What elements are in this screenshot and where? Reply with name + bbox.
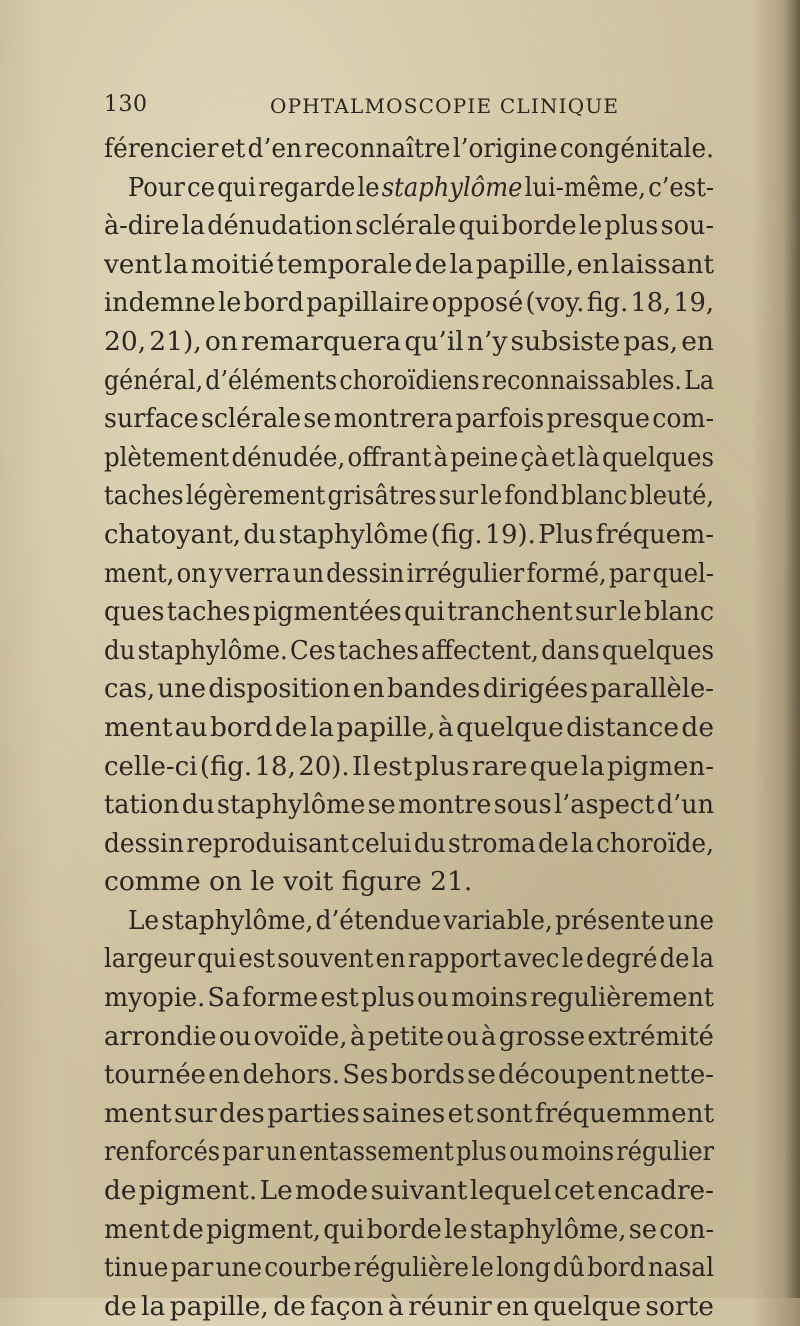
line-content: plètement dénudée, offrant à peine çà et là quelques bbox=[104, 441, 714, 473]
line-content: du staphylôme. Ces taches affectent, dans quelques bbox=[104, 634, 714, 666]
text-line bbox=[104, 284, 714, 323]
line-content: vent la moitié temporale de la papille, en laissant bbox=[104, 248, 714, 280]
text-line bbox=[104, 477, 714, 516]
line-content bbox=[128, 169, 714, 208]
line-content: arrondie ou ovoïde, à petite ou à grosse extrémité bbox=[104, 1020, 714, 1052]
line-content: celle-ci (fig. 18, 20). Il est plus rare que la pigmen- bbox=[104, 750, 714, 782]
line-content: taches légèrement grisâtres sur le fond blanc bleuté, bbox=[104, 480, 714, 512]
line-content: indemne le bord papillaire opposé (voy. fig. 18, 19, bbox=[104, 287, 714, 319]
running-head: OPHTALMOSCOPIE CLINIQUE bbox=[270, 94, 620, 118]
text-line bbox=[104, 709, 714, 748]
line-content: à-dire la dénudation sclérale qui borde le plus sou- bbox=[104, 210, 714, 242]
text-line bbox=[104, 979, 714, 1018]
text-line bbox=[104, 748, 714, 787]
line-content: largeur qui est souvent en rapport avec le degré de la bbox=[104, 943, 714, 975]
text-line bbox=[104, 593, 714, 632]
line-content: comme on le voit figure 21. bbox=[104, 866, 473, 898]
line-content: tation du staphylôme se montre sous l’aspect d’un bbox=[104, 789, 714, 821]
text-line bbox=[104, 825, 714, 864]
text-line bbox=[104, 439, 714, 478]
line-content: renforcés par un entassement plus ou moins régulier bbox=[104, 1136, 714, 1168]
line-content: ques taches pigmentées qui tranchent sur le blanc bbox=[104, 596, 714, 628]
line-content: dessin reproduisant celui du stroma de la choroïde, bbox=[104, 827, 714, 859]
text-line bbox=[104, 362, 714, 401]
line-content: de la papille, de façon à réunir en quelque sorte bbox=[104, 1290, 714, 1322]
text-line bbox=[104, 516, 714, 555]
line-content: ment de pigment, qui borde le staphylôme, se con- bbox=[104, 1213, 714, 1245]
line-content: ment au bord de la papille, à quelque distance de bbox=[104, 711, 714, 743]
line-content: ment, on y verra un dessin irrégulier formé, par quel- bbox=[104, 557, 714, 589]
text-line bbox=[104, 323, 714, 362]
text-line bbox=[104, 555, 714, 594]
text-line bbox=[104, 902, 714, 941]
text-line bbox=[104, 1172, 714, 1211]
line-content: tournée en dehors. Ses bords se découpent nette- bbox=[104, 1059, 714, 1091]
text-line bbox=[104, 1095, 714, 1134]
text-segment: Pour ce qui regarde le bbox=[128, 171, 382, 203]
line-content: chatoyant, du staphylôme (fig. 19). Plus fréquem- bbox=[104, 518, 714, 550]
text-line bbox=[104, 169, 714, 208]
text-line bbox=[104, 632, 714, 671]
line-content: ment sur des parties saines et sont fréquemment bbox=[104, 1097, 714, 1129]
text-line bbox=[104, 940, 714, 979]
text-line bbox=[104, 1288, 714, 1326]
text-line bbox=[104, 1211, 714, 1250]
page-number: 130 bbox=[104, 92, 148, 117]
text-line bbox=[104, 1249, 714, 1288]
text-segment: lui-même, c’est- bbox=[522, 171, 714, 203]
line-content: myopie. Sa forme est plus ou moins regulièrement bbox=[104, 982, 714, 1014]
line-content: surface sclérale se montrera parfois presque com- bbox=[104, 403, 714, 435]
line-content: de pigment. Le mode suivant lequel cet encadre- bbox=[104, 1175, 714, 1207]
text-line bbox=[104, 786, 714, 825]
page-edge-shadow bbox=[784, 0, 800, 1298]
line-content: férencier et d’en reconnaître l’origine congénitale. bbox=[104, 133, 714, 164]
text-line bbox=[104, 1133, 714, 1172]
text-line bbox=[104, 670, 714, 709]
line-content: cas, une disposition en bandes dirigées parallèle- bbox=[104, 673, 714, 705]
text-line bbox=[104, 863, 714, 902]
line-content: Le staphylôme, d’étendue variable, présente une bbox=[128, 904, 714, 936]
line-content: 20, 21), on remarquera qu’il n’y subsiste pas, en bbox=[104, 325, 714, 357]
text-line bbox=[104, 1018, 714, 1057]
text-line bbox=[104, 1056, 714, 1095]
line-content: général, d’éléments choroïdiens reconnaissables. La bbox=[104, 364, 714, 396]
line-content: tinue par une courbe régulière le long dû bord nasal bbox=[104, 1252, 714, 1284]
text-line bbox=[104, 400, 714, 439]
body-text bbox=[104, 130, 714, 1326]
text-line bbox=[104, 130, 714, 169]
page-header bbox=[104, 92, 620, 122]
text-line bbox=[104, 246, 714, 285]
italic-term: staphylôme bbox=[381, 171, 523, 203]
text-line bbox=[104, 207, 714, 246]
